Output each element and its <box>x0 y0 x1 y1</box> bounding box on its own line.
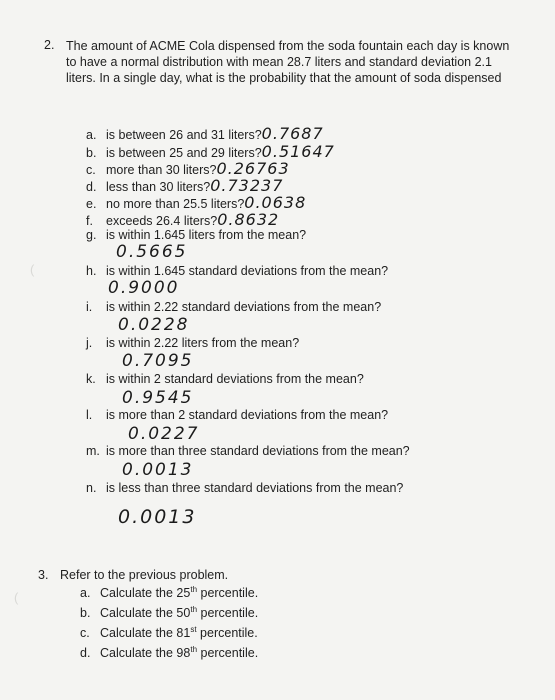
handwritten-answer-j: 0.7095 <box>122 351 194 371</box>
item-label: i. <box>86 300 93 314</box>
question-2-stem: The amount of ACME Cola dispensed from the soda fountain each day is known to have a normal distribution with mean 28.7 liters and standard deviation 2.1 liters. In a single day, what is the probability that the amount of soda dispensed <box>66 39 510 85</box>
handwritten-answer-n: 0.0013 <box>118 506 197 528</box>
item-label: n. <box>86 481 97 495</box>
item-label: d. <box>80 646 91 661</box>
item-label: g. <box>86 228 97 242</box>
item-text: Calculate the 25 <box>100 586 191 601</box>
q2-item-n <box>86 481 403 495</box>
handwritten-answer: 0.8632 <box>217 210 280 229</box>
question-3-number: 3. <box>38 568 49 582</box>
item-text: percentile. <box>197 586 259 601</box>
handwritten-answer-m: 0.0013 <box>122 460 194 480</box>
handwritten-answer-l: 0.0227 <box>128 424 200 444</box>
q3-item-c <box>80 625 258 640</box>
handwritten-answer-i: 0.0228 <box>118 315 190 335</box>
q2-item-l <box>86 408 388 422</box>
item-text: is between 26 and 31 liters? <box>106 128 262 142</box>
item-text: is within 2 standard deviations from the mean? <box>106 372 364 386</box>
item-text: is within 2.22 liters from the mean? <box>106 336 300 350</box>
item-text: Calculate the 81 <box>100 626 191 641</box>
handwritten-answer: 0.51647 <box>261 142 335 161</box>
q3-item-b <box>80 605 258 620</box>
q2-item-k <box>86 372 364 386</box>
item-text: Calculate the 50 <box>100 606 191 621</box>
item-label: b. <box>86 146 97 160</box>
handwritten-answer: 0.0638 <box>244 193 307 212</box>
q2-item-m <box>86 444 410 458</box>
handwritten-answer-h: 0.9000 <box>108 278 180 298</box>
item-text: is within 1.645 standard deviations from the mean? <box>106 264 389 278</box>
item-label: a. <box>86 128 97 142</box>
handwritten-answer: 0.26763 <box>216 159 290 178</box>
item-label: b. <box>80 606 91 621</box>
item-text: percentile. <box>197 646 259 661</box>
handwritten-answer: 0.7687 <box>261 124 324 143</box>
item-text: is between 25 and 29 liters? <box>106 146 262 160</box>
item-label: m. <box>86 444 100 458</box>
item-text: is more than 2 standard deviations from the mean? <box>106 408 389 422</box>
q2-item-h <box>86 264 388 278</box>
handwritten-answer-k: 0.9545 <box>122 388 194 408</box>
q2-item-j <box>86 336 299 350</box>
ordinal-suffix: st <box>190 625 197 634</box>
bleed-through-mark: ( <box>14 590 19 605</box>
q3-item-d <box>80 645 258 660</box>
item-text: no more than 25.5 liters? <box>106 197 245 211</box>
item-label: c. <box>80 626 90 641</box>
item-label: f. <box>86 214 93 228</box>
item-text: is less than three standard deviations from the mean? <box>106 481 404 495</box>
item-label: l. <box>86 408 93 422</box>
item-text: is more than three standard deviations from the mean? <box>106 444 410 458</box>
item-text: less than 30 liters? <box>106 180 211 194</box>
item-label: d. <box>86 180 97 194</box>
item-label: k. <box>86 372 96 386</box>
question-3-stem: Refer to the previous problem. <box>60 568 229 582</box>
item-text: percentile. <box>197 606 259 621</box>
item-text: percentile. <box>196 626 258 641</box>
q2-item-a <box>86 124 324 143</box>
ordinal-suffix: th <box>190 605 198 614</box>
item-text: Calculate the 98 <box>100 646 191 661</box>
q2-item-i <box>86 300 381 314</box>
item-text: exceeds 26.4 liters? <box>106 214 218 228</box>
q2-item-f <box>86 210 279 229</box>
item-text: more than 30 liters? <box>106 163 217 177</box>
handwritten-answer: 0.73237 <box>210 176 284 195</box>
item-label: e. <box>86 197 97 211</box>
handwritten-answer-g: 0.5665 <box>116 242 188 262</box>
item-label: c. <box>86 163 96 177</box>
ordinal-suffix: th <box>190 585 198 594</box>
item-label: j. <box>86 336 93 350</box>
q3-item-a <box>80 585 258 600</box>
item-label: a. <box>80 586 91 601</box>
question-2-number: 2. <box>44 38 55 52</box>
item-label: h. <box>86 264 97 278</box>
item-text: is within 2.22 standard deviations from the mean? <box>106 300 382 314</box>
ordinal-suffix: th <box>190 645 198 654</box>
bleed-through-mark: ( <box>30 262 35 277</box>
item-text: is within 1.645 liters from the mean? <box>106 228 307 242</box>
q2-item-g <box>86 228 306 242</box>
